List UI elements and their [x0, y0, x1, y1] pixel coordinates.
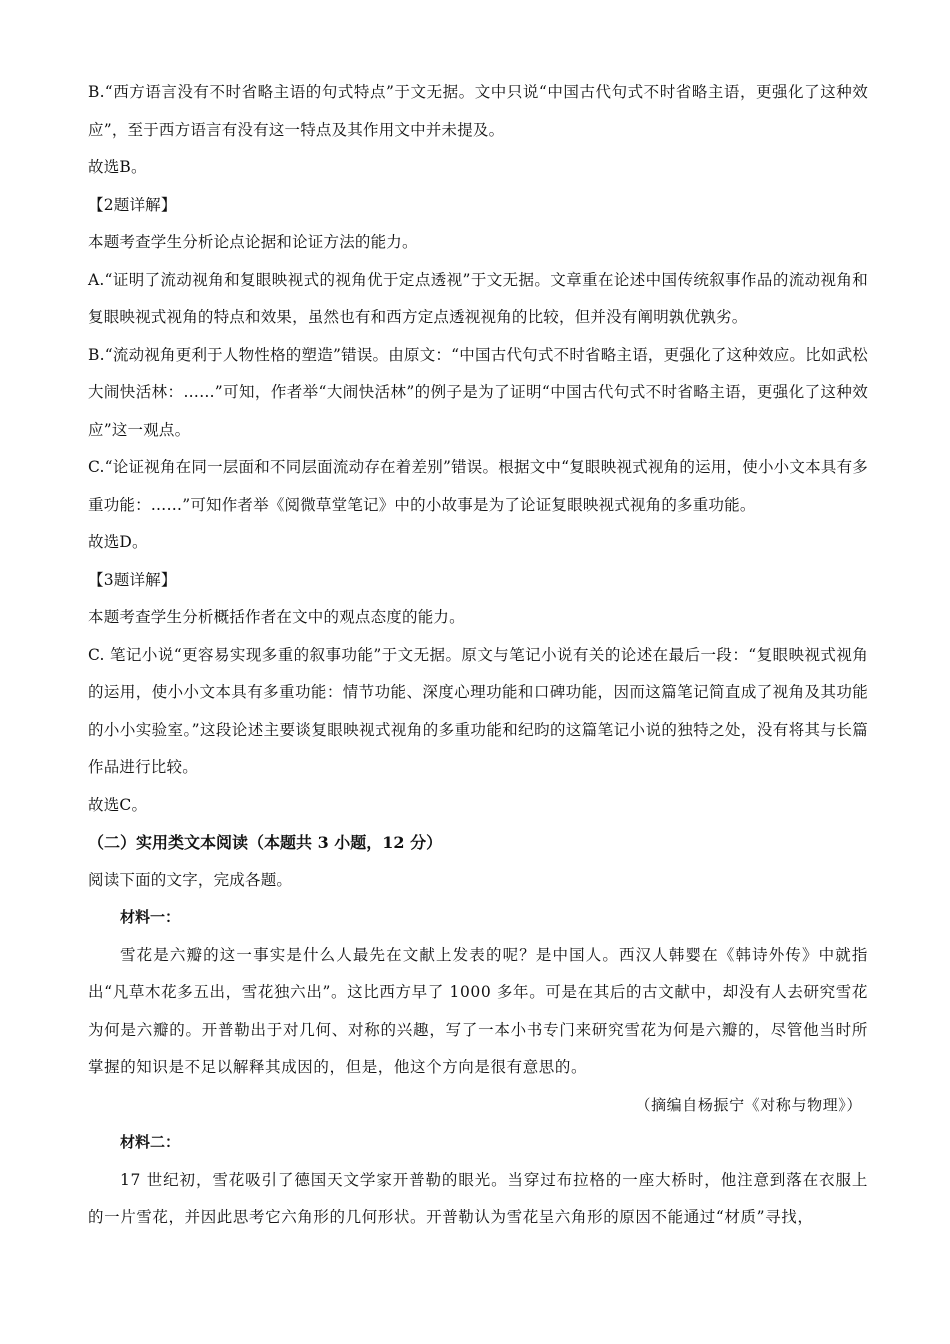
- material1-source: （摘编自杨振宁《对称与物理》）: [635, 1095, 862, 1114]
- q3-intro: 本题考查学生分析概括作者在文中的观点态度的能力。: [88, 608, 465, 626]
- material2-text: 17 世纪初，雪花吸引了德国天文学家开普勒的眼光。当穿过布拉格的一座大桥时，他注意到落在衣服上的一片雪花，并因此思考它六角形的几何形状。开普勒认为雪花呈六角形的原因不能通过“材质”寻找，: [88, 1170, 868, 1226]
- q2-option-c: C.“论证视角在同一层面和不同层面流动存在着差别”错误。根据文中“复眼映视式视角的运用，使小小文本具有多重功能：……”可知作者举《阅微草堂笔记》中的小故事是为了论证复眼映视式视角的多重功能。: [88, 458, 868, 514]
- section-title: （二）实用类文本阅读（本题共 3 小题，12 分）: [88, 833, 443, 852]
- q2-header: 【2题详解】: [88, 195, 177, 214]
- material1-text: 雪花是六瓣的这一事实是什么人最先在文献上发表的呢？是中国人。西汉人韩婴在《韩诗外传》中就指出“凡草木花多五出，雪花独六出”。这比西方早了 1000 多年。可是在其后的古文献中，却没有人去研究雪花为何是六瓣的。开普勒出于对几何、对称的兴趣，写了一本小书专门来研究雪花为何是六瓣的，尽管他当时所掌握的知识是不足以解释其成因的，但是，他这个方向是很有意思的。: [88, 945, 868, 1076]
- q1-option-b: B.“西方语言没有不时省略主语的句式特点”于文无据。文中只说“中国古代句式不时省略主语，更强化了这种效应”，至于西方语言有没有这一特点及其作用文中并未提及。: [88, 83, 868, 139]
- q3-option-c: C. 笔记小说“更容易实现多重的叙事功能”于文无据。原文与笔记小说有关的论述在最后一段：“复眼映视式视角的运用，使小小文本具有多重功能：情节功能、深度心理功能和口碑功能，因而这篇笔记简直成了视角及其功能的小小实验室。”这段论述主要谈复眼映视式视角的多重功能和纪昀的这篇笔记小说的独特之处，没有将其与长篇作品进行比较。: [88, 645, 868, 776]
- q2-option-a: A.“证明了流动视角和复眼映视式的视角优于定点透视”于文无据。文章重在论述中国传统叙事作品的流动视角和复眼映视式视角的特点和效果，虽然也有和西方定点透视视角的比较，但并没有阐明孰优孰劣。: [88, 270, 868, 326]
- q3-answer: 故选C。: [88, 795, 148, 814]
- q2-intro: 本题考查学生分析论点论据和论证方法的能力。: [88, 233, 418, 251]
- q2-answer: 故选D。: [88, 533, 148, 551]
- material2-title: 材料二：: [120, 1133, 181, 1151]
- q2-option-b: B.“流动视角更利于人物性格的塑造”错误。由原文：“中国古代句式不时省略主语，更强化了这种效应。比如武松大闹快活林：……”可知，作者举“大闹快活林”的例子是为了证明“中国古代句式不时省略主语，更强化了这种效应”这一观点。: [88, 345, 868, 439]
- material1-title: 材料一：: [120, 908, 181, 926]
- section-instruction: 阅读下面的文字，完成各题。: [88, 870, 293, 889]
- q1-answer: 故选B。: [88, 158, 147, 176]
- q3-header: 【3题详解】: [88, 570, 177, 589]
